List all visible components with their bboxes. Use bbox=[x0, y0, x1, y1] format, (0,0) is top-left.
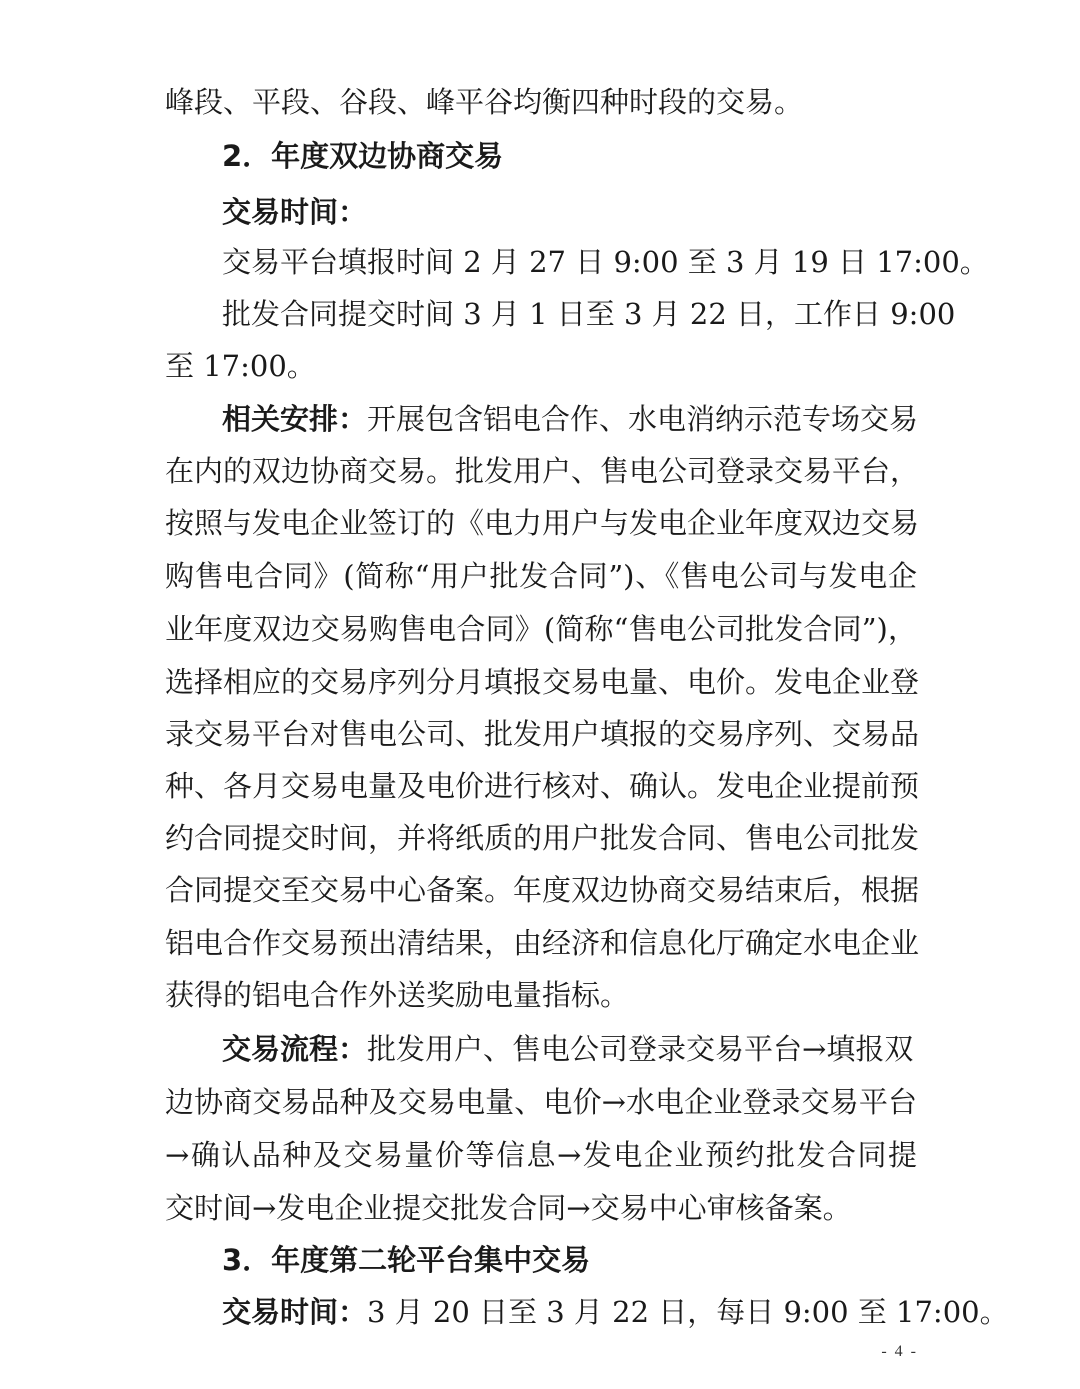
paragraph-line: 峰段、平段、谷段、峰平谷均衡四种时段的交易。 bbox=[165, 85, 804, 119]
paragraph-text: 开展包含铝电合作、水电消纳示范专场交易 bbox=[367, 402, 919, 436]
paragraph-line: 合同提交至交易中心备案。年度双边协商交易结束后，根据 bbox=[165, 873, 920, 907]
subheading-trading-time: 交易时间： bbox=[222, 195, 368, 229]
paragraph-line: 种、各月交易电量及电价进行核对、确认。发电企业提前预 bbox=[165, 769, 920, 803]
page-number: - 4 - bbox=[881, 1343, 918, 1360]
label-arrangement: 相关安排： bbox=[222, 402, 368, 436]
paragraph-line-process bbox=[222, 1022, 917, 1076]
label-process: 交易流程： bbox=[222, 1032, 368, 1066]
paragraph-line: 录交易平台对售电公司、批发用户填报的交易序列、交易品 bbox=[165, 717, 920, 751]
paragraph-line: 在内的双边协商交易。批发用户、售电公司登录交易平台， bbox=[165, 454, 920, 488]
paragraph-line-time bbox=[222, 1285, 1009, 1339]
paragraph-text: 3 月 20 日至 3 月 22 日，每日 9:00 至 17:00。 bbox=[367, 1295, 1009, 1329]
paragraph-text: 批发用户、售电公司登录交易平台→填报双 bbox=[367, 1032, 914, 1066]
label-trading-time: 交易时间： bbox=[222, 1295, 368, 1329]
paragraph-line-arrangement bbox=[222, 392, 917, 446]
paragraph-line: 购售电合同》(简称“用户批发合同”)、《售电公司与发电企 bbox=[165, 559, 917, 593]
paragraph-line: →确认品种及交易量价等信息→发电企业预约批发合同提 bbox=[165, 1138, 917, 1172]
paragraph-line: 至 17:00。 bbox=[165, 349, 316, 383]
paragraph-line: 业年度双边交易购售电合同》(简称“售电公司批发合同”)， bbox=[165, 612, 917, 646]
paragraph-line: 选择相应的交易序列分月填报交易电量、电价。发电企业登 bbox=[165, 665, 920, 699]
paragraph-line: 约合同提交时间，并将纸质的用户批发合同、售电公司批发 bbox=[165, 821, 920, 855]
paragraph-line: 铝电合作交易预出清结果，由经济和信息化厅确定水电企业 bbox=[165, 926, 920, 960]
paragraph-line: 获得的铝电合作外送奖励电量指标。 bbox=[165, 978, 630, 1012]
paragraph-line: 按照与发电企业签订的《电力用户与发电企业年度双边交易 bbox=[165, 506, 920, 540]
paragraph-line: 交易平台填报时间 2 月 27 日 9:00 至 3 月 19 日 17:00。 bbox=[222, 245, 989, 279]
section-heading: 3．年度第二轮平台集中交易 bbox=[222, 1243, 591, 1277]
section-heading: 2．年度双边协商交易 bbox=[222, 139, 504, 173]
paragraph-line: 交时间→发电企业提交批发合同→交易中心审核备案。 bbox=[165, 1191, 852, 1225]
paragraph-line: 批发合同提交时间 3 月 1 日至 3 月 22 日，工作日 9:00 bbox=[222, 297, 956, 331]
paragraph-line: 边协商交易品种及交易电量、电价→水电企业登录交易平台 bbox=[165, 1085, 917, 1119]
